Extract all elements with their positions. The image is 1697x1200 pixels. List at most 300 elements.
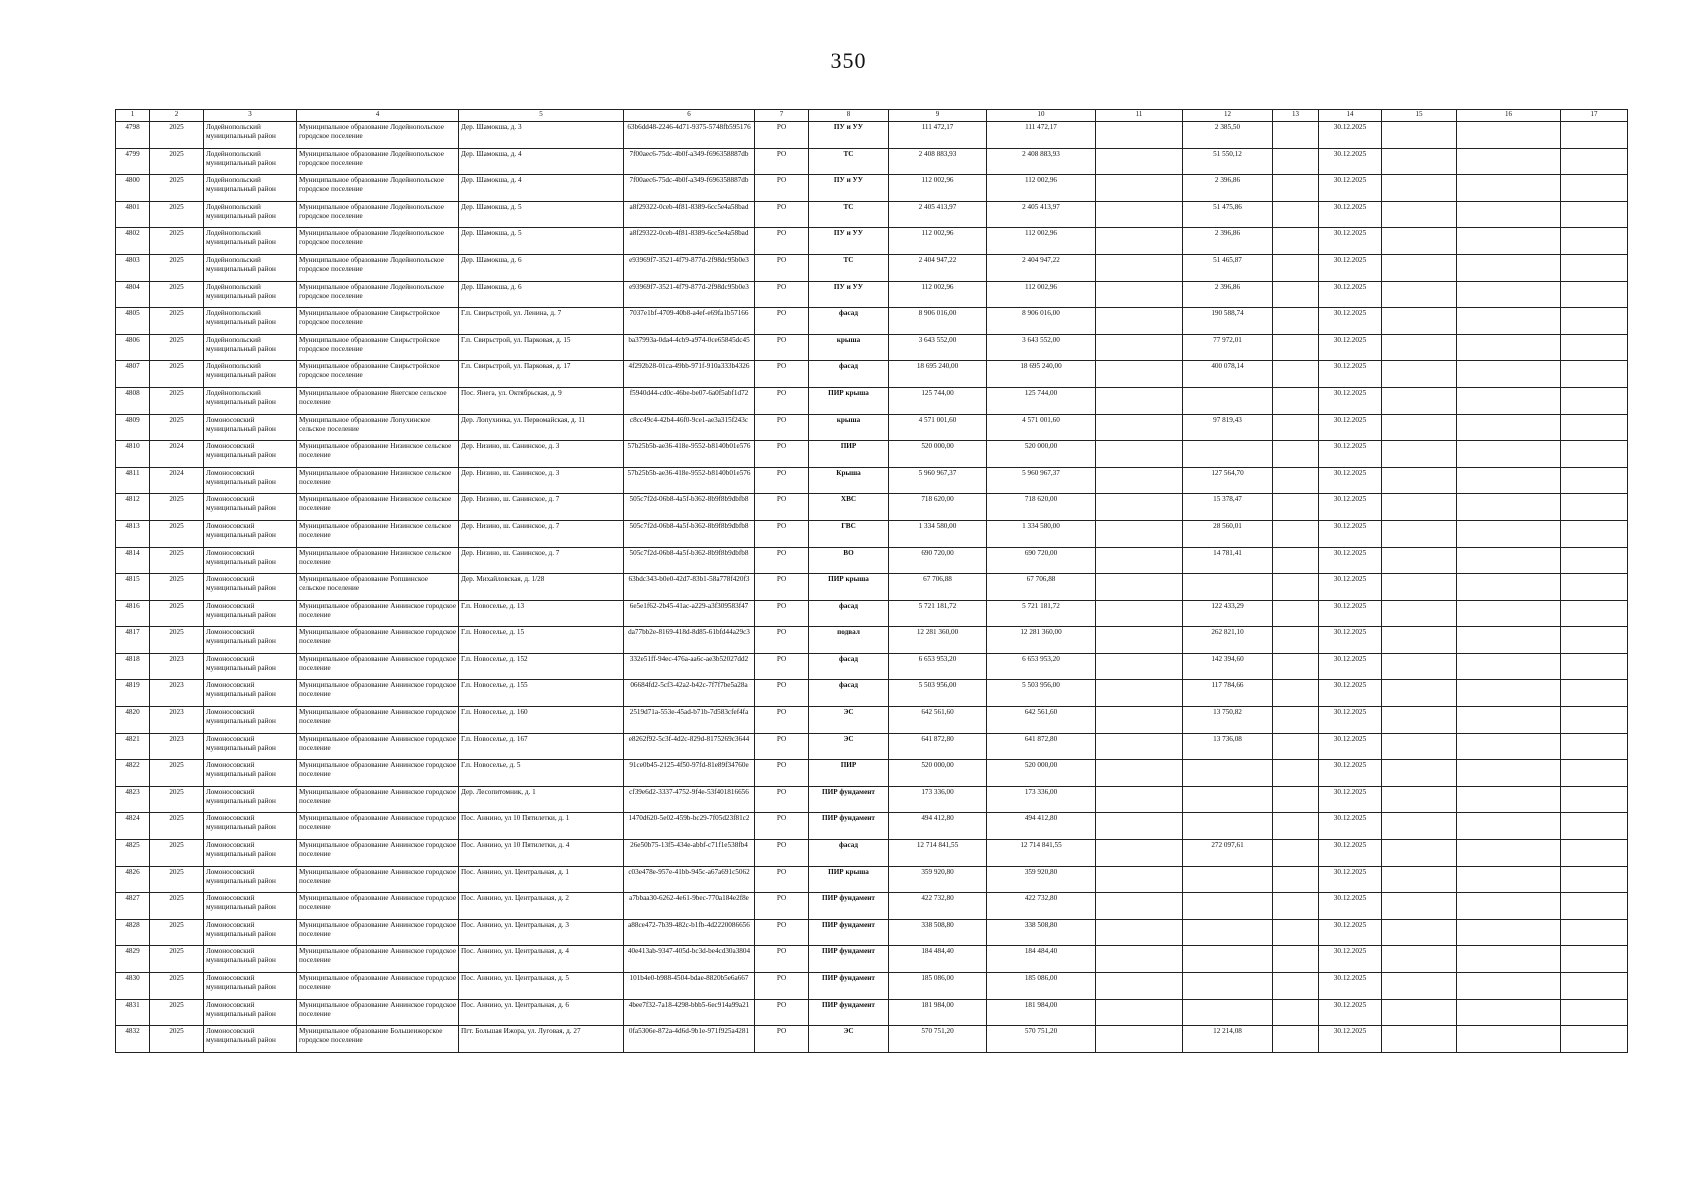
address-cell: Дер. Шамокша, д. 6 <box>459 281 624 308</box>
col-16-cell <box>1457 201 1561 228</box>
year-cell: 2025 <box>150 122 204 149</box>
col-11-cell <box>1096 973 1183 1000</box>
guid-cell: 7f00aec6-75dc-4b0f-a349-f696358887db <box>624 175 755 202</box>
year-cell: 2025 <box>150 414 204 441</box>
col-15-cell <box>1382 281 1457 308</box>
year-cell: 2025 <box>150 520 204 547</box>
work-type-cell: фасад <box>809 308 889 335</box>
row-number-cell: 4819 <box>116 680 150 707</box>
deadline-cell: 30.12.2025 <box>1319 175 1382 202</box>
district-cell: Лодейнопольский муниципальный район <box>204 308 297 335</box>
col-17-cell <box>1561 786 1628 813</box>
col-16-cell <box>1457 308 1561 335</box>
col-15-cell <box>1382 387 1457 414</box>
cost-fund-cell: 112 002,96 <box>987 281 1096 308</box>
year-cell: 2024 <box>150 467 204 494</box>
row-number-cell: 4831 <box>116 999 150 1026</box>
address-cell: Пос. Аннино, ул. Центральная, д. 1 <box>459 866 624 893</box>
municipality-cell: Муниципальное образование Аннинское городское поселение <box>297 973 459 1000</box>
type-cell: РО <box>755 707 809 734</box>
deadline-cell: 30.12.2025 <box>1319 760 1382 787</box>
col-13-cell <box>1273 308 1319 335</box>
table-row <box>116 813 1628 840</box>
cost-total-cell: 67 706,88 <box>889 574 987 601</box>
column-header-8: 8 <box>809 110 889 122</box>
col-16-cell <box>1457 760 1561 787</box>
col-13-cell <box>1273 334 1319 361</box>
deadline-cell: 30.12.2025 <box>1319 441 1382 468</box>
address-cell: Дер. Шамокша, д. 4 <box>459 148 624 175</box>
type-cell: РО <box>755 600 809 627</box>
address-cell: Дер. Лесопитомник, д. 1 <box>459 786 624 813</box>
address-cell: Г.п. Новоселье, д. 160 <box>459 707 624 734</box>
cost-fund-cell: 5 503 956,00 <box>987 680 1096 707</box>
col-16-cell <box>1457 520 1561 547</box>
column-header-9: 9 <box>889 110 987 122</box>
column-header-11: 11 <box>1096 110 1183 122</box>
municipality-cell: Муниципальное образование Аннинское городское поселение <box>297 680 459 707</box>
col-12-cell <box>1183 786 1273 813</box>
col-12-cell <box>1183 866 1273 893</box>
type-cell: РО <box>755 494 809 521</box>
table-row <box>116 494 1628 521</box>
address-cell: Г.п. Новоселье, д. 167 <box>459 733 624 760</box>
work-type-cell: ЭС <box>809 733 889 760</box>
col-11-cell <box>1096 520 1183 547</box>
col-12-cell: 51 465,87 <box>1183 254 1273 281</box>
column-header-4: 4 <box>297 110 459 122</box>
col-16-cell <box>1457 228 1561 255</box>
cost-fund-cell: 2 408 883,93 <box>987 148 1096 175</box>
district-cell: Ломоносовский муниципальный район <box>204 707 297 734</box>
cost-fund-cell: 6 653 953,20 <box>987 653 1096 680</box>
guid-cell: ba37993a-0da4-4cb9-a974-0ce65845dc45 <box>624 334 755 361</box>
col-11-cell <box>1096 707 1183 734</box>
work-type-cell: ПИР фундамент <box>809 893 889 920</box>
guid-cell: a88ce472-7b39-482c-b1fb-4d2220086656 <box>624 919 755 946</box>
col-15-cell <box>1382 786 1457 813</box>
col-15-cell <box>1382 574 1457 601</box>
row-number-cell: 4813 <box>116 520 150 547</box>
year-cell: 2025 <box>150 866 204 893</box>
col-16-cell <box>1457 334 1561 361</box>
work-type-cell: Крыша <box>809 467 889 494</box>
col-15-cell <box>1382 201 1457 228</box>
municipality-cell: Муниципальное образование Лодейнопольское городское поселение <box>297 281 459 308</box>
table-row <box>116 840 1628 867</box>
work-type-cell: ПИР <box>809 441 889 468</box>
district-cell: Лодейнопольский муниципальный район <box>204 361 297 388</box>
deadline-cell: 30.12.2025 <box>1319 308 1382 335</box>
address-cell: Г.п. Новоселье, д. 13 <box>459 600 624 627</box>
deadline-cell: 30.12.2025 <box>1319 733 1382 760</box>
guid-cell: c8cc49c4-42b4-46f0-9ce1-ae3a315f243c <box>624 414 755 441</box>
work-type-cell: ПИР <box>809 760 889 787</box>
page-number: 350 <box>830 48 867 73</box>
guid-cell: 1470d620-5e02-459b-bc29-7f05d23f81c2 <box>624 813 755 840</box>
work-type-cell: ПИР фундамент <box>809 813 889 840</box>
table-row <box>116 254 1628 281</box>
deadline-cell: 30.12.2025 <box>1319 547 1382 574</box>
cost-total-cell: 422 732,80 <box>889 893 987 920</box>
cost-total-cell: 2 404 947,22 <box>889 254 987 281</box>
address-cell: Пос. Аннино, ул 10 Пятилетки, д. 4 <box>459 840 624 867</box>
deadline-cell: 30.12.2025 <box>1319 574 1382 601</box>
year-cell: 2023 <box>150 733 204 760</box>
col-15-cell <box>1382 840 1457 867</box>
district-cell: Ломоносовский муниципальный район <box>204 786 297 813</box>
district-cell: Ломоносовский муниципальный район <box>204 946 297 973</box>
work-type-cell: ПУ и УУ <box>809 122 889 149</box>
table-row <box>116 148 1628 175</box>
deadline-cell: 30.12.2025 <box>1319 786 1382 813</box>
col-15-cell <box>1382 1026 1457 1053</box>
district-cell: Лодейнопольский муниципальный район <box>204 175 297 202</box>
col-13-cell <box>1273 414 1319 441</box>
col-12-cell: 117 784,66 <box>1183 680 1273 707</box>
col-11-cell <box>1096 201 1183 228</box>
guid-cell: 6e5e1f62-2b45-41ac-a229-a3f309583f47 <box>624 600 755 627</box>
col-11-cell <box>1096 760 1183 787</box>
row-number-cell: 4820 <box>116 707 150 734</box>
cost-fund-cell: 111 472,17 <box>987 122 1096 149</box>
capital-repair-table-container <box>115 109 1627 1053</box>
col-11-cell <box>1096 122 1183 149</box>
row-number-cell: 4807 <box>116 361 150 388</box>
col-13-cell <box>1273 148 1319 175</box>
col-12-cell <box>1183 973 1273 1000</box>
municipality-cell: Муниципальное образование Низинское сельское поселение <box>297 467 459 494</box>
address-cell: Дер. Низино, ш. Санинское, д. 7 <box>459 494 624 521</box>
col-15-cell <box>1382 361 1457 388</box>
column-header-3: 3 <box>204 110 297 122</box>
address-cell: Г.п. Новоселье, д. 5 <box>459 760 624 787</box>
year-cell: 2023 <box>150 653 204 680</box>
municipality-cell: Муниципальное образование Аннинское городское поселение <box>297 786 459 813</box>
cost-fund-cell: 1 334 580,00 <box>987 520 1096 547</box>
cost-fund-cell: 520 000,00 <box>987 760 1096 787</box>
address-cell: Дер. Низино, ш. Санинское, д. 3 <box>459 467 624 494</box>
col-16-cell <box>1457 494 1561 521</box>
column-header-10: 10 <box>987 110 1096 122</box>
year-cell: 2025 <box>150 840 204 867</box>
col-15-cell <box>1382 680 1457 707</box>
cost-total-cell: 520 000,00 <box>889 760 987 787</box>
work-type-cell: ХВС <box>809 494 889 521</box>
address-cell: Г.п. Свирьстрой, ул. Парковая, д. 17 <box>459 361 624 388</box>
guid-cell: 91ce0b45-2125-4f50-97fd-81e89f34760e <box>624 760 755 787</box>
deadline-cell: 30.12.2025 <box>1319 813 1382 840</box>
col-12-cell: 2 385,50 <box>1183 122 1273 149</box>
district-cell: Лодейнопольский муниципальный район <box>204 122 297 149</box>
col-15-cell <box>1382 414 1457 441</box>
municipality-cell: Муниципальное образование Аннинское городское поселение <box>297 627 459 654</box>
deadline-cell: 30.12.2025 <box>1319 627 1382 654</box>
row-number-cell: 4802 <box>116 228 150 255</box>
col-15-cell <box>1382 973 1457 1000</box>
type-cell: РО <box>755 148 809 175</box>
col-12-cell: 272 097,61 <box>1183 840 1273 867</box>
deadline-cell: 30.12.2025 <box>1319 361 1382 388</box>
col-16-cell <box>1457 973 1561 1000</box>
table-row <box>116 122 1628 149</box>
address-cell: Дер. Низино, ш. Санинское, д. 7 <box>459 520 624 547</box>
district-cell: Ломоносовский муниципальный район <box>204 760 297 787</box>
municipality-cell: Муниципальное образование Аннинское городское поселение <box>297 760 459 787</box>
col-16-cell <box>1457 414 1561 441</box>
year-cell: 2025 <box>150 308 204 335</box>
col-15-cell <box>1382 334 1457 361</box>
municipality-cell: Муниципальное образование Лодейнопольское городское поселение <box>297 228 459 255</box>
col-12-cell: 142 394,60 <box>1183 653 1273 680</box>
deadline-cell: 30.12.2025 <box>1319 973 1382 1000</box>
type-cell: РО <box>755 919 809 946</box>
col-13-cell <box>1273 680 1319 707</box>
col-17-cell <box>1561 175 1628 202</box>
municipality-cell: Муниципальное образование Аннинское городское поселение <box>297 653 459 680</box>
cost-total-cell: 112 002,96 <box>889 228 987 255</box>
cost-fund-cell: 181 984,00 <box>987 999 1096 1026</box>
col-17-cell <box>1561 680 1628 707</box>
district-cell: Ломоносовский муниципальный район <box>204 999 297 1026</box>
type-cell: РО <box>755 973 809 1000</box>
column-header-13: 13 <box>1273 110 1319 122</box>
cost-fund-cell: 570 751,20 <box>987 1026 1096 1053</box>
col-13-cell <box>1273 122 1319 149</box>
col-13-cell <box>1273 627 1319 654</box>
row-number-cell: 4804 <box>116 281 150 308</box>
col-16-cell <box>1457 254 1561 281</box>
col-15-cell <box>1382 308 1457 335</box>
col-15-cell <box>1382 467 1457 494</box>
col-13-cell <box>1273 201 1319 228</box>
address-cell: Дер. Шамокша, д. 3 <box>459 122 624 149</box>
col-13-cell <box>1273 254 1319 281</box>
address-cell: Пгт. Большая Ижора, ул. Луговая, д. 27 <box>459 1026 624 1053</box>
row-number-cell: 4815 <box>116 574 150 601</box>
row-number-cell: 4823 <box>116 786 150 813</box>
district-cell: Ломоносовский муниципальный район <box>204 840 297 867</box>
address-cell: Пос. Аннино, ул. Центральная, д. 5 <box>459 973 624 1000</box>
col-15-cell <box>1382 600 1457 627</box>
work-type-cell: ПИР фундамент <box>809 786 889 813</box>
guid-cell: a8f29322-0ceb-4f81-8389-6cc5e4a58bad <box>624 201 755 228</box>
work-type-cell: ГВС <box>809 520 889 547</box>
col-13-cell <box>1273 653 1319 680</box>
guid-cell: a8f29322-0ceb-4f81-8389-6cc5e4a58bad <box>624 228 755 255</box>
row-number-cell: 4799 <box>116 148 150 175</box>
col-11-cell <box>1096 494 1183 521</box>
district-cell: Ломоносовский муниципальный район <box>204 547 297 574</box>
col-12-cell: 77 972,01 <box>1183 334 1273 361</box>
col-16-cell <box>1457 574 1561 601</box>
table-row <box>116 973 1628 1000</box>
table-row <box>116 707 1628 734</box>
col-11-cell <box>1096 627 1183 654</box>
municipality-cell: Муниципальное образование Аннинское городское поселение <box>297 707 459 734</box>
col-11-cell <box>1096 600 1183 627</box>
deadline-cell: 30.12.2025 <box>1319 707 1382 734</box>
col-17-cell <box>1561 813 1628 840</box>
col-16-cell <box>1457 387 1561 414</box>
cost-fund-cell: 718 620,00 <box>987 494 1096 521</box>
cost-fund-cell: 642 561,60 <box>987 707 1096 734</box>
cost-fund-cell: 422 732,80 <box>987 893 1096 920</box>
col-13-cell <box>1273 387 1319 414</box>
guid-cell: cf39e6d2-3337-4752-9f4e-53f401816656 <box>624 786 755 813</box>
col-15-cell <box>1382 254 1457 281</box>
col-13-cell <box>1273 1026 1319 1053</box>
deadline-cell: 30.12.2025 <box>1319 866 1382 893</box>
deadline-cell: 30.12.2025 <box>1319 680 1382 707</box>
row-number-cell: 4822 <box>116 760 150 787</box>
col-11-cell <box>1096 228 1183 255</box>
deadline-cell: 30.12.2025 <box>1319 334 1382 361</box>
year-cell: 2024 <box>150 441 204 468</box>
table-row <box>116 361 1628 388</box>
column-header-16: 16 <box>1457 110 1561 122</box>
col-15-cell <box>1382 919 1457 946</box>
type-cell: РО <box>755 680 809 707</box>
col-13-cell <box>1273 946 1319 973</box>
col-17-cell <box>1561 600 1628 627</box>
deadline-cell: 30.12.2025 <box>1319 467 1382 494</box>
cost-total-cell: 184 484,40 <box>889 946 987 973</box>
col-11-cell <box>1096 653 1183 680</box>
work-type-cell: ПУ и УУ <box>809 228 889 255</box>
col-15-cell <box>1382 707 1457 734</box>
col-17-cell <box>1561 254 1628 281</box>
col-17-cell <box>1561 361 1628 388</box>
type-cell: РО <box>755 893 809 920</box>
work-type-cell: ЭС <box>809 1026 889 1053</box>
col-12-cell: 12 214,08 <box>1183 1026 1273 1053</box>
col-13-cell <box>1273 361 1319 388</box>
year-cell: 2025 <box>150 148 204 175</box>
col-17-cell <box>1561 122 1628 149</box>
col-16-cell <box>1457 148 1561 175</box>
address-cell: Г.п. Свирьстрой, ул. Парковая, д. 15 <box>459 334 624 361</box>
table-row <box>116 228 1628 255</box>
cost-total-cell: 18 695 240,00 <box>889 361 987 388</box>
year-cell: 2025 <box>150 228 204 255</box>
col-16-cell <box>1457 175 1561 202</box>
col-15-cell <box>1382 122 1457 149</box>
year-cell: 2025 <box>150 919 204 946</box>
col-15-cell <box>1382 760 1457 787</box>
column-header-1: 1 <box>116 110 150 122</box>
cost-fund-cell: 8 906 016,00 <box>987 308 1096 335</box>
table-row <box>116 281 1628 308</box>
year-cell: 2025 <box>150 547 204 574</box>
cost-total-cell: 338 508,80 <box>889 919 987 946</box>
col-11-cell <box>1096 467 1183 494</box>
year-cell: 2025 <box>150 760 204 787</box>
col-11-cell <box>1096 1026 1183 1053</box>
municipality-cell: Муниципальное образование Лодейнопольское городское поселение <box>297 254 459 281</box>
cost-fund-cell: 173 336,00 <box>987 786 1096 813</box>
district-cell: Ломоносовский муниципальный район <box>204 1026 297 1053</box>
district-cell: Лодейнопольский муниципальный район <box>204 334 297 361</box>
guid-cell: a7bbaa30-6262-4e61-9bec-770a184e2f8e <box>624 893 755 920</box>
cost-fund-cell: 12 714 841,55 <box>987 840 1096 867</box>
cost-fund-cell: 3 643 552,00 <box>987 334 1096 361</box>
col-16-cell <box>1457 361 1561 388</box>
deadline-cell: 30.12.2025 <box>1319 414 1382 441</box>
cost-total-cell: 185 086,00 <box>889 973 987 1000</box>
cost-fund-cell: 5 960 967,37 <box>987 467 1096 494</box>
col-15-cell <box>1382 441 1457 468</box>
type-cell: РО <box>755 467 809 494</box>
col-17-cell <box>1561 467 1628 494</box>
table-row <box>116 760 1628 787</box>
col-13-cell <box>1273 494 1319 521</box>
cost-fund-cell: 125 744,00 <box>987 387 1096 414</box>
municipality-cell: Муниципальное образование Лопухинское сельское поселение <box>297 414 459 441</box>
type-cell: РО <box>755 946 809 973</box>
deadline-cell: 30.12.2025 <box>1319 520 1382 547</box>
year-cell: 2023 <box>150 680 204 707</box>
type-cell: РО <box>755 201 809 228</box>
guid-cell: 63bdc343-b0e0-42d7-83b1-58a778f420f3 <box>624 574 755 601</box>
type-cell: РО <box>755 866 809 893</box>
guid-cell: e93969f7-3521-4f79-877d-2f98dc95b0e3 <box>624 254 755 281</box>
table-row <box>116 946 1628 973</box>
guid-cell: f5940d44-cd0c-46be-be07-6a0f5abf1d72 <box>624 387 755 414</box>
col-17-cell <box>1561 308 1628 335</box>
address-cell: Пос. Аннино, ул 10 Пятилетки, д. 1 <box>459 813 624 840</box>
col-15-cell <box>1382 228 1457 255</box>
municipality-cell: Муниципальное образование Низинское сельское поселение <box>297 441 459 468</box>
work-type-cell: ВО <box>809 547 889 574</box>
col-12-cell: 51 550,12 <box>1183 148 1273 175</box>
column-header-6: 6 <box>624 110 755 122</box>
col-12-cell: 400 078,14 <box>1183 361 1273 388</box>
municipality-cell: Муниципальное образование Большеижорское городское поселение <box>297 1026 459 1053</box>
type-cell: РО <box>755 414 809 441</box>
col-16-cell <box>1457 1026 1561 1053</box>
guid-cell: e8262f92-5c3f-4d2c-829d-8175269c3644 <box>624 733 755 760</box>
work-type-cell: ПИР крыша <box>809 574 889 601</box>
col-17-cell <box>1561 228 1628 255</box>
col-16-cell <box>1457 893 1561 920</box>
col-16-cell <box>1457 653 1561 680</box>
col-16-cell <box>1457 627 1561 654</box>
guid-cell: 4f292b28-01ca-49bb-971f-910a333b4326 <box>624 361 755 388</box>
address-cell: Г.п. Новоселье, д. 155 <box>459 680 624 707</box>
municipality-cell: Муниципальное образование Аннинское городское поселение <box>297 919 459 946</box>
deadline-cell: 30.12.2025 <box>1319 840 1382 867</box>
table-row <box>116 574 1628 601</box>
cost-fund-cell: 4 571 001,60 <box>987 414 1096 441</box>
deadline-cell: 30.12.2025 <box>1319 1026 1382 1053</box>
municipality-cell: Муниципальное образование Аннинское городское поселение <box>297 840 459 867</box>
col-11-cell <box>1096 866 1183 893</box>
municipality-cell: Муниципальное образование Аннинское городское поселение <box>297 813 459 840</box>
cost-fund-cell: 494 412,80 <box>987 813 1096 840</box>
col-12-cell: 28 560,01 <box>1183 520 1273 547</box>
row-number-cell: 4810 <box>116 441 150 468</box>
district-cell: Ломоносовский муниципальный район <box>204 467 297 494</box>
cost-fund-cell: 185 086,00 <box>987 973 1096 1000</box>
municipality-cell: Муниципальное образование Свирьстройское городское поселение <box>297 308 459 335</box>
work-type-cell: подвал <box>809 627 889 654</box>
type-cell: РО <box>755 547 809 574</box>
table-row <box>116 520 1628 547</box>
table-row <box>116 414 1628 441</box>
column-header-14: 14 <box>1319 110 1382 122</box>
cost-total-cell: 520 000,00 <box>889 441 987 468</box>
